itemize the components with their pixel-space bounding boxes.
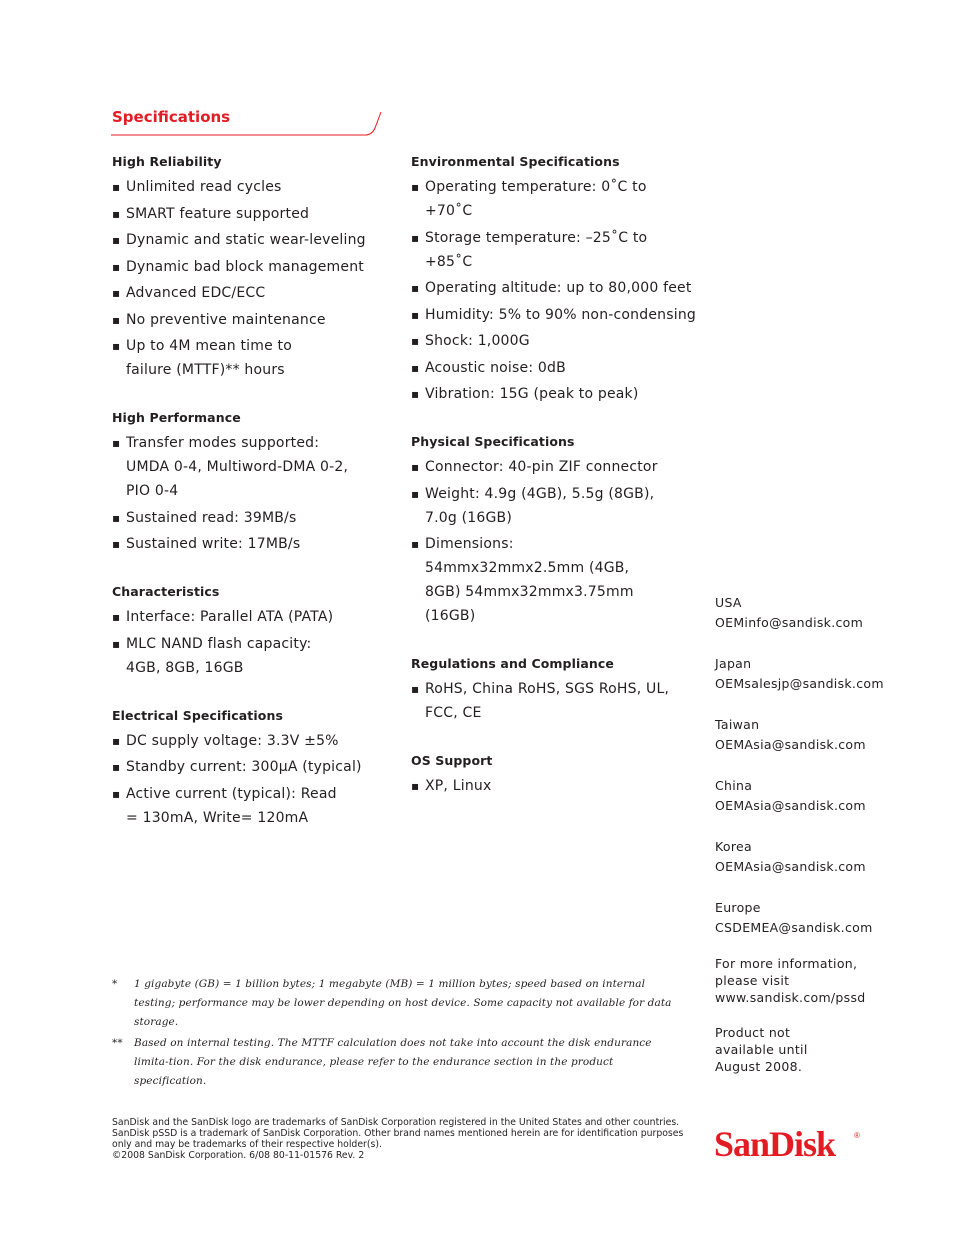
spec-section-high-reliability <box>112 154 367 382</box>
contact-email[interactable]: OEMAsia@sandisk.com <box>715 737 866 752</box>
page-title: Specifications <box>112 108 231 126</box>
more-info-text: For more information, please visit www.sandisk.com/pssd <box>715 956 866 1005</box>
spec-section-characteristics <box>112 584 367 680</box>
bullet-item: ▪ No preventive maintenance <box>112 308 367 332</box>
bullet-item: ▪ Dynamic and static wear-leveling <box>112 228 367 252</box>
contact-region: USA <box>715 595 742 610</box>
bullet-item: ▪ Acoustic noise: 0dB <box>411 356 696 380</box>
bullet-item: ▪ Dimensions: 54mmx32mmx2.5mm (4GB, 8GB) 54mmx32mmx3.75mm (16GB) <box>411 532 665 628</box>
contact-email[interactable]: OEMAsia@sandisk.com <box>715 859 866 874</box>
bullet-list <box>112 175 367 382</box>
bullet-item: ▪ Active current (typical): Read = 130mA, Write= 120mA <box>112 782 346 830</box>
contact-email[interactable]: OEMAsia@sandisk.com <box>715 798 866 813</box>
contact-europe <box>715 898 915 938</box>
section-heading: OS Support <box>411 753 493 768</box>
contact-region: Taiwan <box>715 717 760 732</box>
spec-section-os-support <box>411 753 696 798</box>
contact-usa <box>715 593 915 633</box>
spec-section-electrical <box>112 708 367 830</box>
bullet-list <box>112 431 367 556</box>
bullet-item: ▪ Weight: 4.9g (4GB), 5.5g (8GB), 7.0g (16GB) <box>411 482 655 530</box>
svg-text:®: ® <box>854 1131 860 1140</box>
spec-section-physical <box>411 434 696 628</box>
footnote-mark: * <box>112 978 118 990</box>
contact-email[interactable]: OEMsalesjp@sandisk.com <box>715 676 884 691</box>
bullet-item: ▪ Standby current: 300µA (typical) <box>112 755 367 779</box>
bullet-item: ▪ MLC NAND flash capacity: 4GB, 8GB, 16GB <box>112 632 326 680</box>
bullet-list <box>112 605 367 680</box>
sandisk-logo <box>714 1120 864 1168</box>
contact-email[interactable]: CSDEMEA@sandisk.com <box>715 920 873 935</box>
left-column <box>112 154 367 832</box>
title-rule <box>110 108 385 138</box>
section-heading: High Reliability <box>112 154 222 169</box>
section-heading: Regulations and Compliance <box>411 656 614 671</box>
section-heading: Physical Specifications <box>411 434 575 449</box>
svg-text:SanDisk: SanDisk <box>714 1124 836 1164</box>
bullet-item: ▪ Storage temperature: –25˚C to +85˚C <box>411 226 696 274</box>
section-heading: Electrical Specifications <box>112 707 283 723</box>
bullet-item: ▪ Sustained read: 39MB/s <box>112 506 367 530</box>
contact-region: Japan <box>715 656 752 671</box>
bullet-item: ▪ XP, Linux <box>411 774 696 798</box>
legal-notice <box>112 1117 692 1161</box>
sandisk-logo-mark <box>714 1120 864 1164</box>
bullet-list <box>411 677 696 725</box>
middle-column <box>411 154 696 801</box>
bullet-list <box>112 729 367 830</box>
bullet-item: ▪ Transfer modes supported: UMDA 0-4, Multiword-DMA 0-2, PIO 0-4 <box>112 431 364 503</box>
legal-line: SanDisk and the SanDisk logo are trademarks of SanDisk Corporation registered in the United States and other countries. <box>112 1117 680 1128</box>
contact-list <box>715 593 915 1075</box>
footnote-mark: ** <box>112 1037 123 1049</box>
footnotes <box>112 975 677 1093</box>
bullet-list <box>411 774 696 798</box>
bullet-item: ▪ Humidity: 5% to 90% non-condensing <box>411 303 696 327</box>
bullet-item: ▪ Dynamic bad block management <box>112 255 367 279</box>
contact-email[interactable]: OEMinfo@sandisk.com <box>715 615 864 630</box>
bullet-item: ▪ RoHS, China RoHS, SGS RoHS, UL, FCC, CE <box>411 677 670 725</box>
contact-china <box>715 776 915 816</box>
spec-section-environmental <box>411 154 696 406</box>
footnote-text: Based on internal testing. The MTTF calculation does not take into account the disk endurance limita-tion. For the disk endurance, please refer to the endurance section in the product specification. <box>134 1037 652 1087</box>
legal-line: ©2008 SanDisk Corporation. 6/08 80-11-01576 Rev. 2 <box>112 1150 365 1161</box>
contact-region: China <box>715 778 753 793</box>
footnote <box>112 975 677 1032</box>
bullet-item: ▪ Shock: 1,000G <box>411 329 696 353</box>
section-heading: High Performance <box>112 410 241 425</box>
contact-korea <box>715 837 915 877</box>
bullet-item: ▪ Up to 4M mean time to failure (MTTF)** hours <box>112 334 341 382</box>
bullet-item: ▪ Vibration: 15G (peak to peak) <box>411 382 696 406</box>
contact-japan <box>715 654 915 694</box>
contact-region: Europe <box>715 900 761 915</box>
spec-section-high-performance <box>112 410 367 556</box>
contact-taiwan <box>715 715 915 755</box>
legal-line: SanDisk pSSD is a trademark of SanDisk Corporation. Other brand names mentioned herein are for identification purposes only and may be trademarks of their respective holder(s). <box>112 1128 684 1150</box>
bullet-item: ▪ Operating temperature: 0˚C to +70˚C <box>411 175 696 223</box>
bullet-list <box>411 175 696 406</box>
bullet-list <box>411 455 696 628</box>
spec-section-regulations <box>411 656 696 725</box>
availability-text: Product not available until August 2008. <box>715 1025 808 1074</box>
bullet-item: ▪ Operating altitude: up to 80,000 feet <box>411 276 696 300</box>
bullet-item: ▪ Unlimited read cycles <box>112 175 367 199</box>
footnote <box>112 1034 677 1091</box>
bullet-item: ▪ Connector: 40-pin ZIF connector <box>411 455 696 479</box>
bullet-item: ▪ Advanced EDC/ECC <box>112 281 367 305</box>
bullet-item: ▪ DC supply voltage: 3.3V ±5% <box>112 729 367 753</box>
footnote-text: 1 gigabyte (GB) = 1 billion bytes; 1 megabyte (MB) = 1 million bytes; speed based on internal testing; performance may be lower depending on host device. Some capacity not available for data storage. <box>134 978 672 1028</box>
bullet-item: ▪ Sustained write: 17MB/s <box>112 532 367 556</box>
contact-region: Korea <box>715 839 752 854</box>
section-heading: Environmental Specifications <box>411 154 620 169</box>
section-heading: Characteristics <box>112 584 220 599</box>
bullet-item: ▪ SMART feature supported <box>112 202 367 226</box>
bullet-item: ▪ Interface: Parallel ATA (PATA) <box>112 605 367 629</box>
